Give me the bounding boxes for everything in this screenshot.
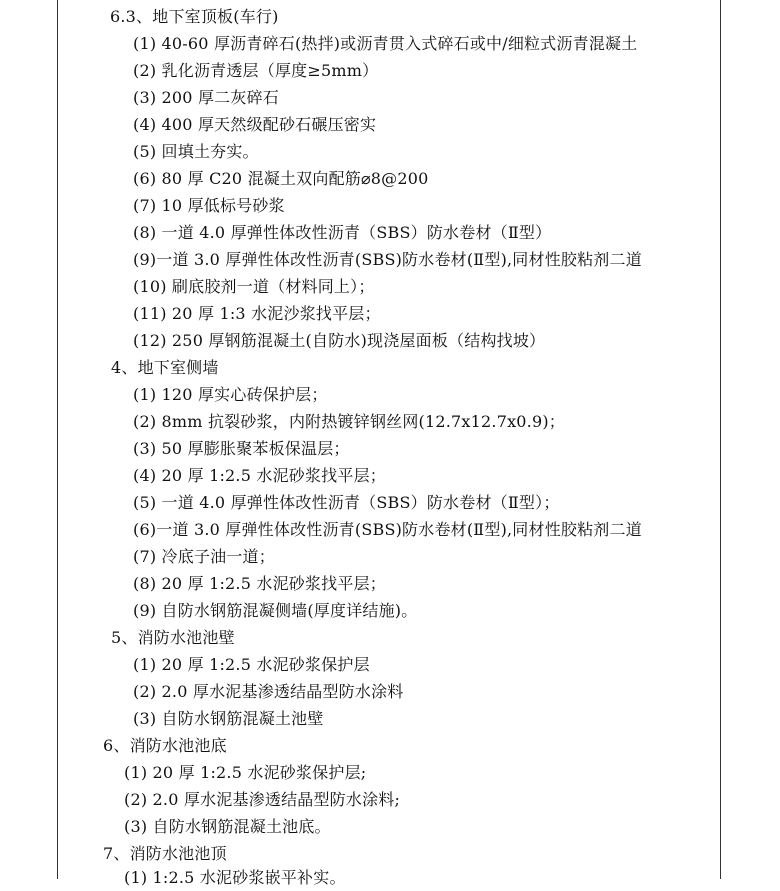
list-item: (3) 自防水钢筋混凝土池壁 [133, 709, 324, 728]
list-item: (1) 1:2.5 水泥砂浆嵌平补实。 [124, 868, 346, 887]
list-item: (4) 400 厚天然级配砂石碾压密实 [133, 115, 377, 134]
list-item: (9) 自防水钢筋混凝侧墙(厚度详结施)。 [133, 601, 418, 620]
list-item: (5) 回填土夯实。 [133, 142, 259, 161]
list-item: (1) 20 厚 1:2.5 水泥砂浆保护层; [124, 763, 367, 782]
list-item: (4) 20 厚 1:2.5 水泥砂浆找平层； [133, 466, 386, 485]
list-item: (8) 20 厚 1:2.5 水泥砂浆找平层； [133, 574, 386, 593]
section-heading: 7、消防水池池顶 [103, 844, 227, 863]
section-heading: 6、消防水池池底 [103, 736, 227, 755]
list-item: (6)一道 3.0 厚弹性体改性沥青(SBS)防水卷材(Ⅱ型),同材性胶粘剂二道 [133, 520, 642, 539]
list-item: (2) 8mm 抗裂砂浆，内附热镀锌钢丝网(12.7x12.7x0.9)； [133, 412, 565, 431]
section-heading: 6.3、地下室顶板(车行) [110, 7, 279, 26]
list-item: (12) 250 厚钢筋混凝土(自防水)现浇屋面板（结构找坡） [133, 331, 546, 350]
list-item: (7) 冷底子油一道； [133, 547, 275, 566]
section-heading: 4、地下室侧墙 [111, 358, 219, 377]
list-item: (3) 50 厚膨胀聚苯板保温层； [133, 439, 350, 458]
list-item: (10) 刷底胶剂一道（材料同上）； [133, 277, 375, 296]
list-item: (2) 乳化沥青透层（厚度≥5mm） [133, 61, 379, 80]
list-item: (3) 200 厚二灰碎石 [133, 88, 279, 107]
list-item: (11) 20 厚 1:3 水泥沙浆找平层； [133, 304, 381, 323]
list-item: (2) 2.0 厚水泥基渗透结晶型防水涂料; [124, 790, 401, 809]
list-item: (2) 2.0 厚水泥基渗透结晶型防水涂料 [133, 682, 404, 701]
list-item: (5) 一道 4.0 厚弹性体改性沥青（SBS）防水卷材（Ⅱ型）； [133, 493, 560, 512]
list-item: (1) 40-60 厚沥青碎石(热拌)或沥青贯入式碎石或中/细粒式沥青混凝土 [133, 34, 638, 53]
list-item: (8) 一道 4.0 厚弹性体改性沥青（SBS）防水卷材（Ⅱ型） [133, 223, 552, 242]
list-item: (7) 10 厚低标号砂浆 [133, 196, 285, 215]
list-item: (1) 120 厚实心砖保护层； [133, 385, 328, 404]
list-item: (9)一道 3.0 厚弹性体改性沥青(SBS)防水卷材(Ⅱ型),同材性胶粘剂二道 [133, 250, 642, 269]
list-item: (1) 20 厚 1:2.5 水泥砂浆保护层 [133, 655, 370, 674]
section-heading: 5、消防水池池壁 [111, 628, 235, 647]
list-item: (3) 自防水钢筋混凝土池底。 [124, 817, 331, 836]
list-item: (6) 80 厚 C20 混凝土双向配筋⌀8@200 [133, 169, 429, 188]
